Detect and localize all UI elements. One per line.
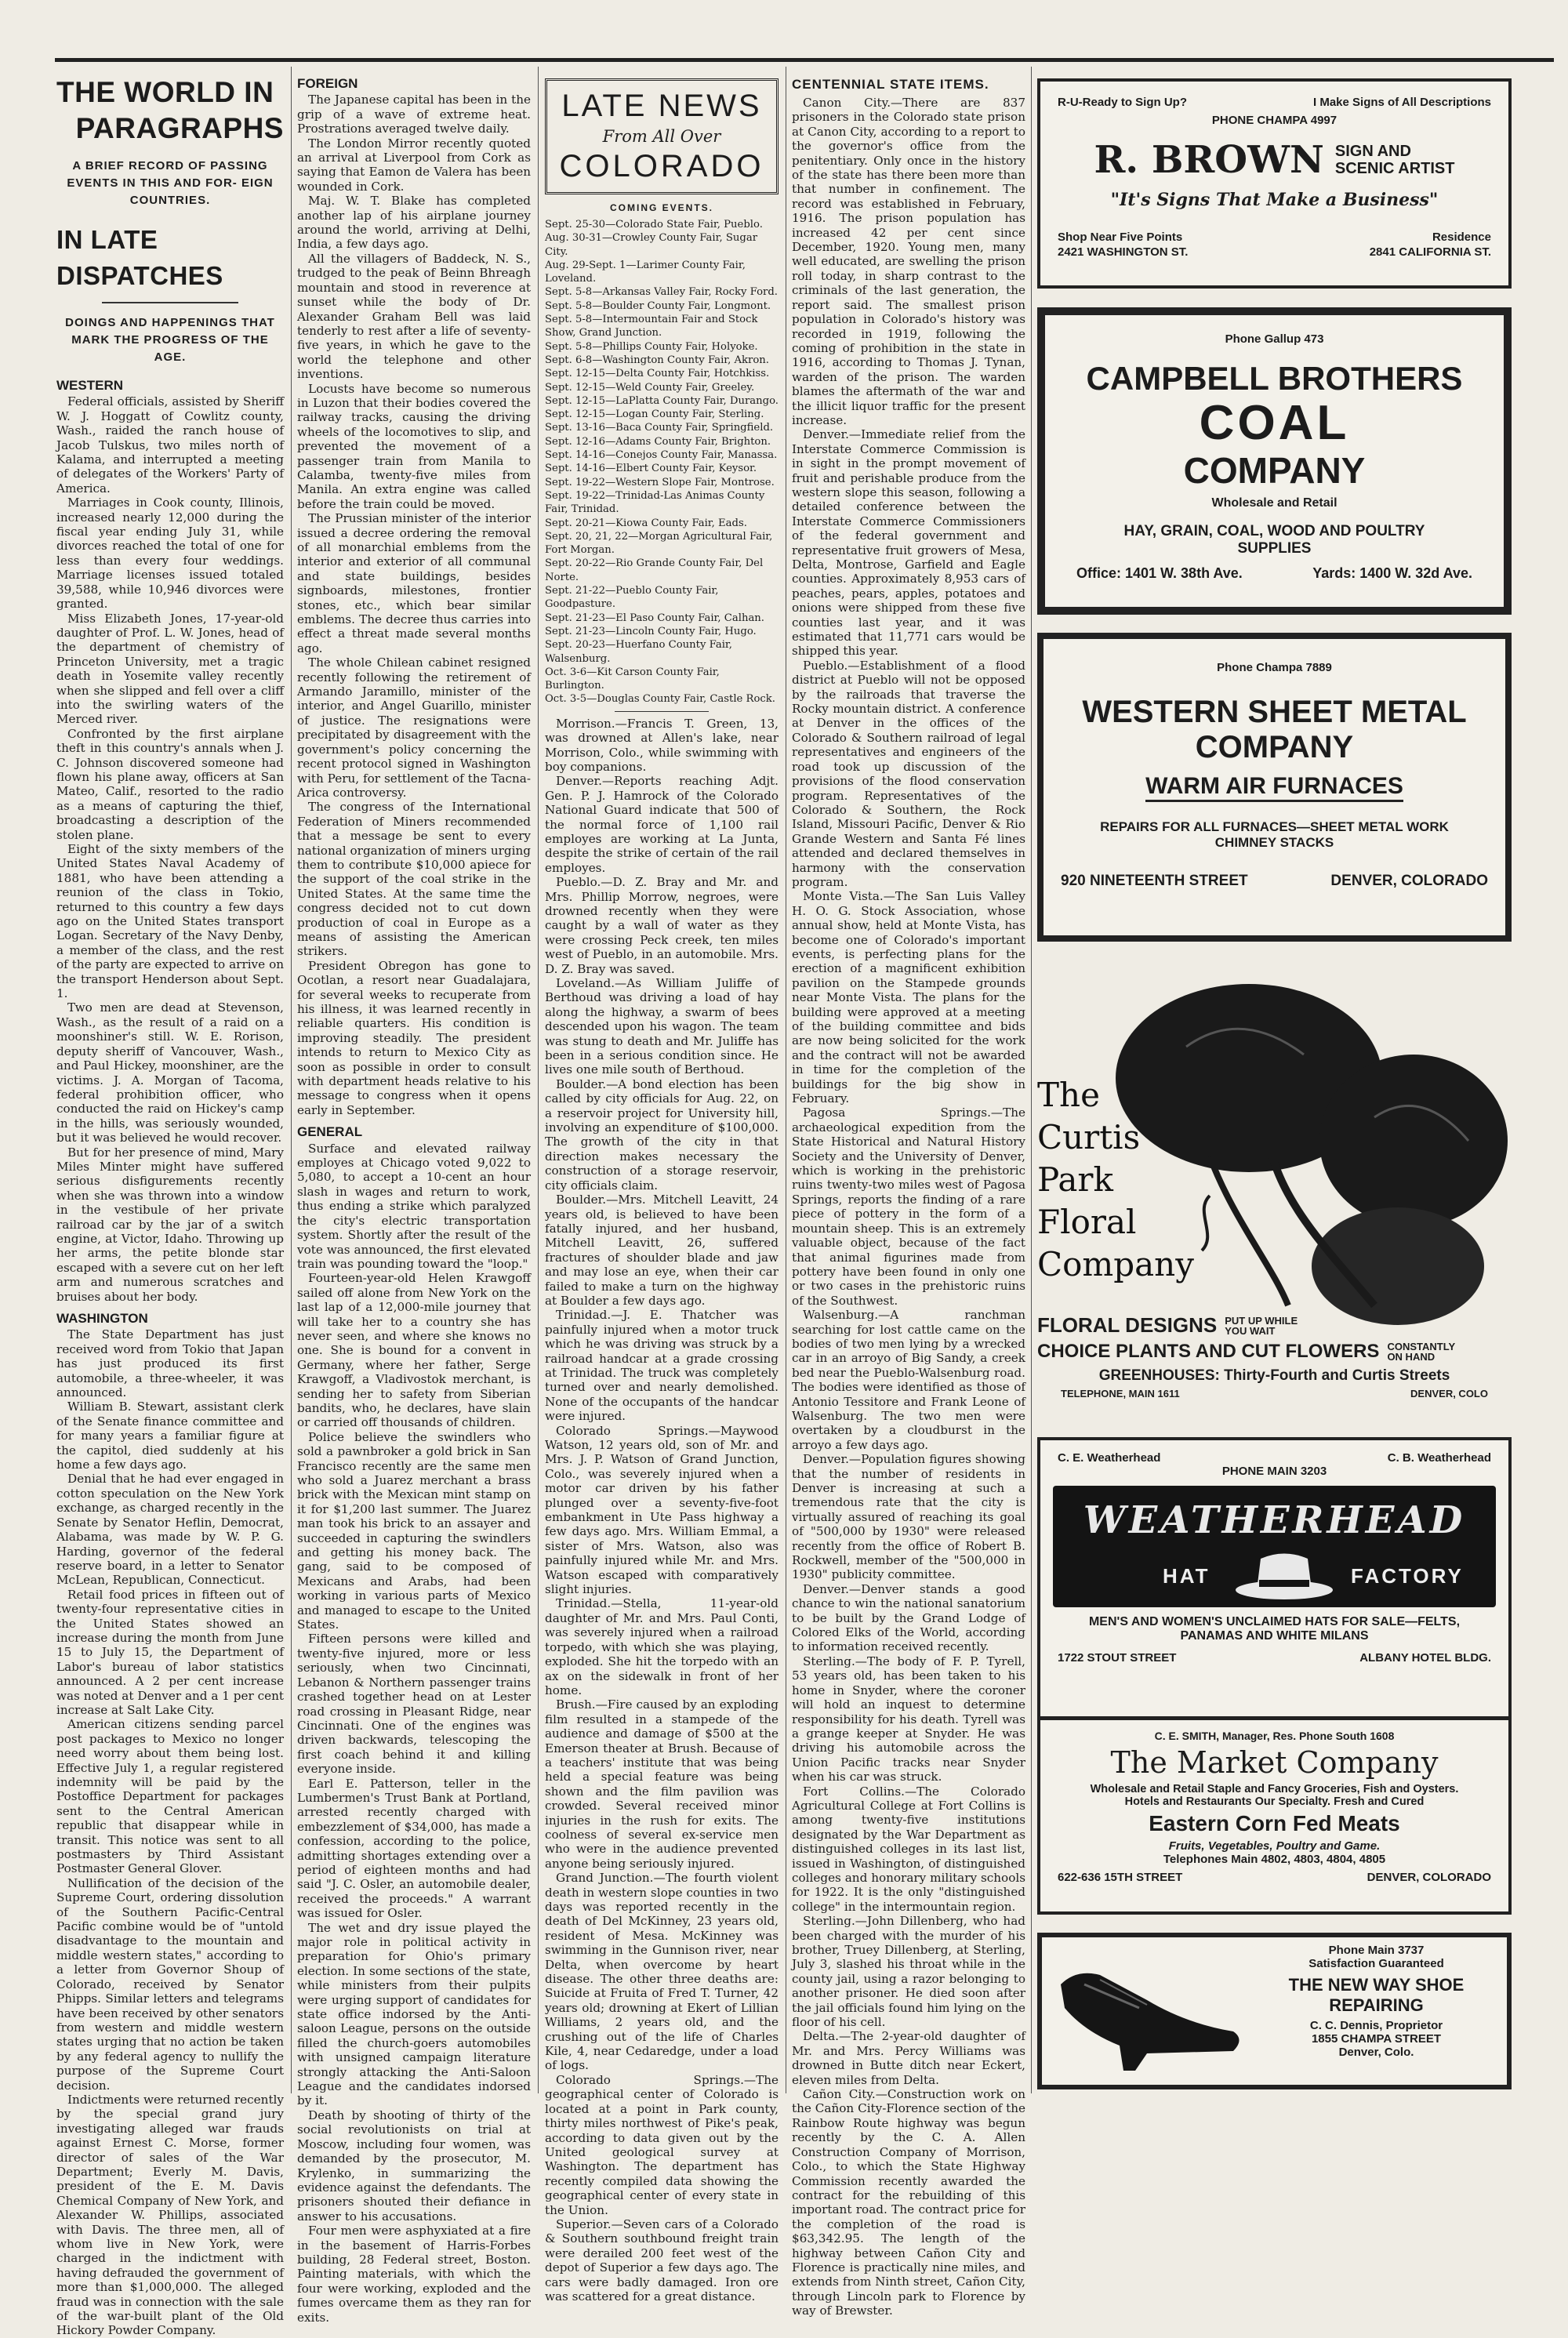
curtis-word-1: The <box>1037 1076 1100 1114</box>
curtis-constantly: CONSTANTLY <box>1387 1341 1456 1352</box>
news-item: Eight of the sixty members of the United States Naval Academy of 1881, who have been attending a reunion of the class in Tokio, returned to this country a few days ago on the United States transport Logan. Secretary of the Navy Denby, a member of the class, and the rest of the party are expected to arrive on the transport Henderson about Sept. 1. <box>56 842 284 1001</box>
ad-weatherhead-hat <box>1037 1437 1512 1719</box>
news-item: Denver.—Population figures showing that the number of residents in Denver is increasing at such a tremendous rate that the city is virtually assured of reaching its goal of "500,000 by 1930" were released recently from the office of Robert B. Rockwell, member of the "500,000 in 1930" publicity committee. <box>792 1452 1025 1582</box>
coming-event: Sept. 12-15—Weld County Fair, Greeley. <box>545 381 755 394</box>
news-item: Boulder.—Mrs. Mitchell Leavitt, 24 years old, is believed to have been fatally injured, and her husband, Mitchell Leavitt, 26, suffered fractures of shoulder blade and jaw and may lose an eye, when their car failed to make a turn on the highway at Boulder a few days ago. <box>545 1193 779 1308</box>
news-item: Pagosa Springs.—The archaeological expedition from the State Historical and Natural History Society and the University of Denver, which is working in the prehistoric ruins twenty-two miles west of Pagosa Springs, reports the finding of a rare piece of pottery in the form of a mountain sheep. This is an extremely valuable object, because of the fact that animal figurines made from pottery have been found in only one or two cases in the prehistoric ruins of the Southwest. <box>792 1105 1025 1308</box>
brown-trade-1: SIGN AND <box>1334 143 1411 160</box>
news-item: Federal officials, assisted by Sheriff W. J. Hoggatt of Cowlitz county, Wash., raided the ranch house of Jacob Tulskus, two miles north of Kalama, and interrupted a meeting of delegates of the Workers' Party of America. <box>56 394 284 496</box>
coming-event: Aug. 30-31—Crowley County Fair, Sugar City. <box>545 232 757 258</box>
weatherhead-building: ALBANY HOTEL BLDG. <box>1359 1651 1491 1665</box>
news-item: Four men were asphyxiated at a fire in the basement of Harris-Forbes building, 28 Federal street, Boston. Painting materials, with which the four were working, exploded and the fumes overcame them as they ran for exits. <box>297 2224 531 2325</box>
wsm-phone: Phone Champa 7889 <box>1217 661 1332 674</box>
news-item: But for her presence of mind, Mary Miles Minter might have suffered serious disfigurements recently when she was thrown into a window in the vestibule of her private railroad car by the jar of a switch engine, at Victor, Idaho. Throwing up her arms, the petite blonde star escaped with a severe cut on her left arm and numerous scratches and bruises about her body. <box>56 1145 284 1304</box>
colorado-news <box>545 717 779 2304</box>
late-news-title: LATE NEWS <box>561 89 762 123</box>
column-foreign-general <box>297 76 531 2325</box>
coming-event: Sept. 12-15—Logan County Fair, Sterling. <box>545 408 764 421</box>
brown-trade-2: SCENIC ARTIST <box>1334 160 1455 177</box>
coming-event: Sept. 20, 21, 22—Morgan Agricultural Fair, Fort Morgan. <box>545 530 773 557</box>
curtis-putup-2: YOU WAIT <box>1225 1324 1276 1337</box>
news-item: Denver.—Reports reaching Adjt. Gen. P. J. Hamrock of the Colorado National Guard indicate that 500 of the normal force of 1,100 rail employes are working at La Junta, despite the strike of certain of the rail employes. <box>545 774 779 875</box>
news-item: Police believe the swindlers who sold a pawnbroker a gold brick in San Francisco recently are the same men who sold a Juarez merchant a brass brick with the Mexican mint stamp on it for $1,200 last summer. The Juarez man took his brick to an assayer and succeeded in capturing the swindlers and getting his money back. The gang, said to be composed of Mexicans and Arabs, had been working in various parts of Mexico and managed to escape to the United States. <box>297 1429 531 1632</box>
campbell-line-3: COMPANY <box>1183 450 1366 491</box>
poppy-tendril <box>1202 1196 1210 1251</box>
news-item: Nullification of the decision of the Supreme Court, ordering dissolution of the Southern Pacific-Central Pacific combine would be of "untold disadvantage to the mountain and middle western states," according to a letter from Governor Shoup of Colorado, received by Senator Phipps. Similar letters and telegrams have been received by other senators from western and middle western states urging that no action be taken by any federal agency to nullify the purpose of the Supreme Court decision. <box>56 1875 284 2093</box>
news-item: Denver.—Immediate relief from the Interstate Commerce Commission is in sight in the prompt movement of fruit and perishable produce from the western slope this season, following a detailed conference between the Interstate Commerce Commissioners of the federal government and representative fruit growers of Mesa, Delta, Montrose, Garfield and Eagle counties. Approximately 8,953 cars of peaches, pears, apples, potatoes and onions were shipped from these five counties last year, and it was estimated that 11,771 cars would be shipped this year. <box>792 427 1025 659</box>
brown-res-address: 2841 CALIFORNIA ST. <box>1369 245 1491 259</box>
wsm-address: 920 NINETEENTH STREET <box>1061 873 1248 889</box>
headline-world: THE WORLD IN <box>56 76 274 108</box>
news-item: The London Mirror recently quoted an arrival at Liverpool from Cork as saying that Eamon de Valera has been wounded in Cork. <box>297 136 531 194</box>
news-item: William B. Stewart, assistant clerk of the Senate finance committee and for many years a familiar figure at the capitol, died suddenly at his home a few days ago. <box>56 1400 284 1472</box>
news-item: Colorado Springs.—The geographical center of Colorado is located at a point in Park county, thirty miles northwest of Pike's peak, according to data given out by the United geological survey at Washington. The department has recently compiled data showing the geographical center of every state in the Union. <box>545 2072 779 2217</box>
centennial-items <box>792 96 1025 2318</box>
news-item: Indictments were returned recently by the special grand jury investigating alleged war frauds against Ernest C. Morse, former director of sales of the War Department; Everly M. Davis, president of the E. M. Davis Chemical Company of New York, and Alexander W. Phillips, associated with Davis. The three men, all of whom live in New York, were charged in the indictment with having defrauded the government of more than $1,000,000. The alleged fraud was in connection with the sale of the war-built plant of the Old Hickory Powder Company. <box>56 2092 284 2338</box>
subhead-doings: DOINGS AND HAPPENINGS THAT MARK THE PROGRESS OF THE AGE. <box>65 316 275 364</box>
campbell-sub: Wholesale and Retail <box>1211 496 1338 510</box>
news-item: Denver.—Denver stands a good chance to win the national sanatorium to be built by the Grand Lodge of Colored Elks of the World, according to information received recently. <box>792 1581 1025 1654</box>
brown-slogan: "It's Signs That Make a Business" <box>1110 190 1439 210</box>
brown-ready: R-U-Ready to Sign Up? <box>1058 96 1187 109</box>
ad-new-way-shoe <box>1037 1933 1512 2089</box>
news-item: Grand Junction.—The fourth violent death in western slope counties in two days was reported recently in the death of Del McKinney, 23 years old, resident of Mesa. McKinney was swimming in the Gunnison river, near Delta, when overcome by heart disease. The other three deaths are: Suicide at Fruita of Fred T. Turner, 42 years old; drowning at Ekert of Lillian Williams, 2 years old, and the crushing out of the life of Charles Kile, 4, near Cedaredge, under a load of logs. <box>545 1871 779 2073</box>
coming-event: Sept. 5-8—Arkansas Valley Fair, Rocky Ford. <box>545 286 778 299</box>
curtis-telephone: TELEPHONE, MAIN 1611 <box>1061 1388 1180 1400</box>
divider <box>102 302 238 303</box>
news-item: The whole Chilean cabinet resigned recently following the retirement of Armando Jaramillo, minister of the interior, and Angel Guarillo, minister of justice. The resignations were precipitated by disagreement with the government's policy concerning the recent protocol signed in Washington with Peru, for settlement of the Tacna-Arica controversy. <box>297 655 531 800</box>
coming-event: Aug. 29-Sept. 1—Larimer County Fair, Loveland. <box>545 259 746 285</box>
column-world-in-paragraphs <box>56 74 284 2338</box>
column-centennial-items <box>792 77 1025 2318</box>
shoe-address: 1855 CHAMPA STREET <box>1311 2032 1442 2046</box>
headline-late-dispatches: IN LATE DISPATCHES <box>56 225 223 290</box>
shoe-phone: Phone Main 3737 <box>1328 1944 1425 1957</box>
weatherhead-hat-word: HAT <box>1163 1564 1210 1588</box>
curtis-word-3: Park <box>1037 1160 1113 1199</box>
curtis-word-5: Company <box>1037 1245 1194 1283</box>
western-section <box>56 379 284 2338</box>
news-item: Canon City.—There are 837 prisoners in the Colorado state prison at Canon City, according to a report to the governor's office from the penitentiary. Only once in the history of the state has there been more than that number in confinement. The record was established in February, 1916. The prison population has increased 42 per cent since December, 1920. Young men, many well educated, are swelling the prison roll today, in sharp contrast to the criminals of the last generation, the report said. The smallest prison population in Colorado's history was recorded in 1919, following the coming of prohibition in the state in 1916, according to Thomas J. Tynan, warden of the prison. The warden blames the aftermath of the war and the illicit liquor traffic for the present increase. <box>792 96 1025 427</box>
coming-event: Sept. 5-8—Phillips County Fair, Holyoke. <box>545 340 758 353</box>
market-line-4: Fruits, Vegetables, Poultry and Game. <box>1168 1839 1381 1853</box>
news-item: American citizens sending parcel post packages to Mexico no longer need worry about them being lost. Effective July 1, a regular registered indemnity will be paid by the Postoffice Department for packages sent to the Central American republic that disappear while in transit. This notice was sent to all postmasters by Third Assistant Postmaster General Glover. <box>56 1717 284 1876</box>
weatherhead-phone: PHONE MAIN 3203 <box>1221 1465 1327 1478</box>
news-item: Morrison.—Francis T. Green, 13, was drowned at Allen's lake, near Morrison, Colo., while swimming with boy companions. <box>545 716 779 774</box>
headline-paragraphs: PARAGRAPHS <box>75 112 284 144</box>
curtis-choice: CHOICE PLANTS AND CUT FLOWERS <box>1037 1341 1380 1362</box>
ad-campbell-brothers <box>1037 307 1512 615</box>
column-rule <box>538 67 539 2093</box>
late-news-colorado: COLORADO <box>559 149 764 183</box>
wsm-repairs-2: CHIMNEY STACKS <box>1214 835 1334 850</box>
foreign-general-text <box>297 77 531 2325</box>
news-item: Locusts have become so numerous in Luzon that their bodies covered the railway tracks, causing the driving wheels of the locomotives to slip, and prevented the movement of a passenger train from Manila to Calamba, twenty-five miles from Manila. An extra engine was called before the train could be moved. <box>297 381 531 511</box>
shoe-icon <box>1053 1953 1249 2078</box>
wsm-line-1: WESTERN SHEET METAL <box>1082 695 1467 729</box>
brown-res-label: Residence <box>1432 231 1491 244</box>
coming-event: Sept. 21-23—Lincoln County Fair, Hugo. <box>545 625 757 637</box>
market-line-2: Hotels and Restaurants Our Specialty. Fresh and Cured <box>1124 1795 1425 1808</box>
news-item: Delta.—The 2-year-old daughter of Mr. and Mrs. Percy Williams was drowned in Butte ditch near Eckert, eleven miles from Delta. <box>792 2029 1025 2087</box>
news-item: The Japanese capital has been in the grip of a wave of extreme heat. Prostrations averaged twelve daily. <box>297 93 531 136</box>
brown-shop-address: 2421 WASHINGTON ST. <box>1058 245 1189 259</box>
weatherhead-line-1: MEN'S AND WOMEN'S UNCLAIMED HATS FOR SALE—FELTS, <box>1088 1615 1461 1628</box>
curtis-greenhouses: GREENHOUSES: Thirty-Fourth and Curtis Streets <box>1098 1367 1450 1384</box>
news-item: All the villagers of Baddeck, N. S., trudged to the peak of Beinn Bhreagh mountain and stood in reverence at sunset while the body of Dr. Alexander Graham Bell was laid tenderly to rest after a life of seventy-five years, in which he gave to the world the telephone and other inventions. <box>297 251 531 382</box>
news-item: Trinidad.—J. E. Thatcher was painfully injured when a motor truck which he was driving was struck by a railroad handcar at a grade crossing at Trinidad. The truck was completely turned over and nearly demolished. None of the occupants of the handcar were injured. <box>545 1308 779 1424</box>
news-item: Sterling.—The body of F. P. Tyrell, 53 years old, has been taken to his home in Snyder, where the coroner will hold an inquest to determine responsibility for his death. Tyrell was a grange keeper at Snyder. He was driving his automobile across the Union Pacific tracks near Snyder when his car was struck. <box>792 1654 1025 1784</box>
shoe-line-1: THE NEW WAY SHOE <box>1288 1975 1465 1995</box>
campbell-line-2: COAL <box>1199 396 1350 450</box>
wsm-line-2: COMPANY <box>1195 730 1354 764</box>
brown-shop-label: Shop Near Five Points <box>1058 231 1183 244</box>
campbell-office: Office: 1401 W. 38th Ave. <box>1076 565 1243 581</box>
shoe-line-2: REPAIRING <box>1329 1995 1424 2015</box>
campbell-yards: Yards: 1400 W. 32d Ave. <box>1312 565 1472 581</box>
curtis-city: DENVER, COLO <box>1410 1388 1488 1400</box>
curtis-putup-1: PUT UP WHILE <box>1225 1314 1298 1327</box>
coming-event: Sept. 21-22—Pueblo County Fair, Goodpasture. <box>545 585 719 611</box>
weatherhead-address: 1722 STOUT STREET <box>1058 1651 1177 1665</box>
news-item: Pueblo.—D. Z. Bray and Mr. and Mrs. Phillip Morrow, negroes, were drowned recently when they were caught by a wall of water as they were crossing Peck creek, ten miles west of Pueblo, in an automobile. Mrs. D. Z. Bray was saved. <box>545 875 779 976</box>
brown-phone: PHONE CHAMPA 4997 <box>1211 114 1338 127</box>
ad-r-brown <box>1037 78 1512 289</box>
news-item: Cañon City.—Construction work on the Cañon City-Florence section of the Rainbow Route highway was begun recently by the C. A. Allen Construction Company of Morrison, Colo., to which the State Highway Commission recently awarded the contract for the rebuilding of this important road. The contract price for the completion of the road is $63,342.95. The length of the highway between Cañon City and Florence is practically nine miles, and extends from Ninth street, Cañon City, through Lincoln park to Florence by way of Brewster. <box>792 2087 1025 2318</box>
weatherhead-factory-word: FACTORY <box>1351 1564 1464 1588</box>
news-item: The congress of the International Federation of Miners recommended that a message be sent to every national organization of miners urging them to contribute $10,000 apiece for the support of the coal strike in the United States. At the same time the congress decided not to cut down production of coal in Europe as a means of assisting the American strikers. <box>297 800 531 959</box>
news-item: Maj. W. T. Blake has completed another lap of his airplane journey around the world, arriving at Delhi, India, a few days ago. <box>297 194 531 252</box>
campbell-goods-1: HAY, GRAIN, COAL, WOOD AND POULTRY <box>1123 523 1425 539</box>
hat-icon <box>1233 1547 1335 1602</box>
coming-event: Sept. 19-22—Trinidad-Las Animas County Fair, Trinidad. <box>545 489 765 516</box>
ad-curtis-park-floral <box>1037 960 1512 1419</box>
section-head-foreign: FOREIGN <box>297 76 358 91</box>
curtis-floral-designs: FLORAL DESIGNS <box>1037 1313 1218 1337</box>
news-item: Pueblo.—Establishment of a flood district at Pueblo will not be opposed by the railroads that traverse the Rocky mountain district. A conference at Denver in the offices of the Colorado & Southern railroad of legal representatives and engineers of the road took up discussion of the provisions of the flood conservation program. Representatives of the Colorado & Southern, the Rock Island, Missouri Pacific, Denver & Rio Grande Western and Santa Fé lines attended and declared themselves in harmony with the conservation program. <box>792 658 1025 889</box>
campbell-phone: Phone Gallup 473 <box>1225 332 1324 346</box>
news-item: Walsenburg.—A ranchman searching for lost cattle came on the bodies of two men lying by a wrecked car in an arroyo of Big Sandy, a creek bed near the Pueblo-Walsenburg road. The bodies were identified as those of Antonio Tessitore and Frank Leone of Walsenburg. The two men were overtaken by a cloudburst in the arroyo a few days ago. <box>792 1308 1025 1452</box>
centennial-head: CENTENNIAL STATE ITEMS. <box>792 77 989 92</box>
market-name: The Market Company <box>1110 1745 1439 1780</box>
coming-event: Sept. 12-16—Adams County Fair, Brighton. <box>545 435 771 448</box>
shoe-owner: C. C. Dennis, Proprietor <box>1309 2019 1443 2032</box>
coming-event: Sept. 6-8—Washington County Fair, Akron. <box>545 354 769 366</box>
weatherhead-brand: WEATHERHEAD <box>1083 1498 1466 1542</box>
section-head-washington: WASHINGTON <box>56 1311 148 1326</box>
shoe-satisfaction: Satisfaction Guaranteed <box>1308 1957 1444 1970</box>
coming-event: Sept. 12-15—Delta County Fair, Hotchkiss. <box>545 368 770 380</box>
curtis-word-4: Floral <box>1037 1203 1137 1241</box>
news-item: Trinidad.—Stella, 11-year-old daughter of Mr. and Mrs. Paul Conti, was severely injured when a railroad torpedo, with which she was playing, exploded. She hit the torpedo with an ax on the sidewalk in front of her home. <box>545 1596 779 1697</box>
curtis-word-2: Curtis <box>1037 1118 1141 1156</box>
coming-event: Sept. 25-30—Colorado State Fair, Pueblo. <box>545 219 763 231</box>
coming-event: Sept. 21-23—El Paso County Fair, Calhan. <box>545 612 764 624</box>
section-head-general: GENERAL <box>297 1124 363 1140</box>
coming-event: Sept. 20-21—Kiowa County Fair, Eads. <box>545 517 747 529</box>
market-line-3: Eastern Corn Fed Meats <box>1149 1811 1400 1835</box>
section-head-western: WESTERN <box>56 378 123 393</box>
market-address: 622-636 15TH STREET <box>1058 1871 1183 1884</box>
market-line-1: Wholesale and Retail Staple and Fancy Groceries, Fish and Oysters. <box>1090 1783 1459 1795</box>
ad-western-sheet-metal <box>1037 633 1512 942</box>
news-item: The wet and dry issue played the major role in political activity in preparation for Ohio's primary election. In some sections of the state, while ministers from their pulpits were urging support of candidates for state office indorsed by the Anti-saloon League, persons on the outside filled the church-goers automobiles with unsigned campaign literature strongly attacking the Anti-Saloon League and the candidates indorsed by it. <box>297 1920 531 2108</box>
news-item: The State Department has just received word from Tokio that Japan has just produced its first automobile, a three-wheeler, it was announced. <box>56 1327 284 1400</box>
coming-event: Oct. 3-6—Kit Carson County Fair, Burlington. <box>545 666 720 692</box>
news-item: Loveland.—As William Juliffe of Berthoud was driving a load of hay along the highway, a swarm of bees descended upon his wagon. The team was stung to death and Mr. Juliffe has been in a serious condition since. He lives one mile south of Berthoud. <box>545 976 779 1077</box>
news-item: Two men are dead at Stevenson, Wash., as the result of a raid on a moonshiner's still. W. E. Rorison, deputy sheriff of Vancouver, Wash., and Paul Hickey, moonshiner, are the victims. J. A. Morgan of Tacoma, federal prohibition officer, who conducted the raid on Hickey's camp in the hills, was seriously wounded, but it was believed he would recover. <box>56 1000 284 1145</box>
wsm-city: DENVER, COLORADO <box>1330 873 1488 889</box>
coming-event: Sept. 12-15—LaPlatta County Fair, Durango. <box>545 394 779 407</box>
news-item: Fort Collins.—The Colorado Agricultural College at Fort Collins is among twenty-five institutions designated by the War Department as distinguished colleges in its last list, issued in Washington, of distinguished colleges and honorary military schools for 1922. It is the only "distinguished college" in the intermountain region. <box>792 1784 1025 1914</box>
poppy-stem <box>1210 1156 1288 1305</box>
news-item: The Prussian minister of the interior issued a decree ordering the removal of all monarchial emblems from the interior and exterior of all communal and state buildings, besides signboards, milestones, frontier stones, etc., which bear similar emblems. The decree thus carries into effect a threat made several months ago. <box>297 511 531 655</box>
ad-market-company <box>1037 1717 1512 1915</box>
coming-event: Sept. 5-8—Boulder County Fair, Longmont. <box>545 300 771 312</box>
news-item: Miss Elizabeth Jones, 17-year-old daughter of Prof. L. W. Jones, head of the department of chemistry of Princeton University, met a tragic death in Yosemite valley recently when she slipped and fell over a cliff into the swirling waters of the Merced river. <box>56 611 284 727</box>
weatherhead-name-right: C. B. Weatherhead <box>1387 1451 1491 1465</box>
market-manager: C. E. SMITH, Manager, Res. Phone South 1608 <box>1154 1730 1395 1742</box>
column-late-news-colorado <box>545 78 779 2304</box>
news-item: Death by shooting of thirty of the social revolutionists on trial at Moscow, including four women, was demanded by the prosecutor, M. Krylenko, in summarizing the evidence against the defendants. The prisoners shouted their defiance in answer to his accusations. <box>297 2107 531 2224</box>
news-item: Retail food prices in fifteen out of twenty-four representative cities in the United States showed an increase during the month from June 15 to July 15, the Department of Labor's bureau of labor statistics announced. A 2 per cent increase was noted at Denver and a 1 per cent increase at Salt Lake City. <box>56 1587 284 1717</box>
shoe-city: Denver, Colo. <box>1338 2046 1414 2059</box>
coming-event: Oct. 3-5—Douglas County Fair, Castle Rock. <box>545 693 775 706</box>
news-item: Earl E. Patterson, teller in the Lumbermen's Trust Bank at Portland, arrested recently charged with embezzlement of $34,000, has made a confession, according to the police, admitting shortages extending over a period of eighteen months and had said "J. C. Osler, an automobile dealer, received the proceeds." A warrant was issued for Osler. <box>297 1776 531 1921</box>
late-news-masthead <box>545 78 779 194</box>
coming-events-list <box>545 218 779 706</box>
coming-event: Sept. 14-16—Elbert County Fair, Keysor. <box>545 463 757 475</box>
coming-event: Sept. 5-8—Intermountain Fair and Stock Show, Grand Junction. <box>545 314 758 339</box>
weatherhead-name-left: C. E. Weatherhead <box>1058 1451 1161 1465</box>
news-item: Superior.—Seven cars of a Colorado & Southern southbound freight train were derailed 200 feet west of the depot of Superior a few days ago. The cars were badly damaged. Iron ore was scattered for a great distance. <box>545 2216 779 2304</box>
news-item: President Obregon has gone to Ocotlan, a resort near Guadalajara, for several weeks to recuperate from his illness, it was learned recently in reliable quarters. His condition is improving steadily. The president intends to return to Mexico City as soon as possible in order to consult with department heads relative to his message to congress when it opens early in September. <box>297 958 531 1117</box>
news-item: Colorado Springs.—Maywood Watson, 12 years old, son of Mr. and Mrs. J. P. Watson of Grand Junction, Colo., was severely injured when a motor car driven by his father plunged over a seventy-five-foot embankment in Ute Pass highway a few days ago. Mrs. William Emmal, a sister of Mrs. Watson, also was painfully injured while Mr. and Mrs. Watson escaped with comparatively slight injuries. <box>545 1423 779 1597</box>
campbell-line-1: CAMPBELL BROTHERS <box>1086 360 1463 397</box>
market-line-5: Telephones Main 4802, 4803, 4804, 4805 <box>1163 1853 1386 1866</box>
news-item: Denial that he had ever engaged in cotton speculation on the New York exchange, as charged recently in the Senate by Senator Heflin, Democrat, Alabama, was made by W. P. G. Harding, governor of the federal reserve board, in a letter to Senator McLean, Republican, Connecticut. <box>56 1472 284 1588</box>
top-rule <box>55 58 1554 62</box>
news-item: Fourteen-year-old Helen Krawgoff sailed off alone from New York on the last lap of a 12,000-mile journey that will take her to a country she has never seen, and where she knows no one. She is bound for a convent in Germany, where her father, Serge Krawgoff, a Vladivostok merchant, is sending her to safety from Siberian bandits, who, he declares, have slain or carried off thousands of children. <box>297 1271 531 1430</box>
brown-name: R. BROWN <box>1094 138 1324 182</box>
coming-event: Sept. 19-22—Western Slope Fair, Montrose. <box>545 476 775 488</box>
wsm-line-3: WARM AIR FURNACES <box>1145 773 1403 802</box>
market-city: DENVER, COLORADO <box>1367 1871 1491 1884</box>
poppy-right <box>1319 1055 1508 1227</box>
coming-event: Sept. 20-22—Rio Grande County Fair, Del Norte. <box>545 557 764 583</box>
news-item: Confronted by the first airplane theft in this country's annals when J. C. Johnson discovered someone had flown his plane away, officers at San Mateo, Calif., resorted to the radio as a means of capturing the thief, broadcasting a description of the stolen plane. <box>56 726 284 842</box>
column-rule <box>291 67 292 2093</box>
news-item: Boulder.—A bond election has been called by city officials for Aug. 22, on a reservoir project for University hill, involving an expenditure of $100,000. The growth of the city in that direction makes necessary the construction of a storage reservoir, city officials claim. <box>545 1076 779 1193</box>
news-item: Fifteen persons were killed and twenty-five injured, more or less seriously, when two Cincinnati, Lebanon & Northern passenger trains crashed together head on at Lester road crossing in Pleasant Ridge, near Cincinnati. One of the engines was driven backwards, telescoping the first coach behind it and killing everyone inside. <box>297 1632 531 1777</box>
news-item: Surface and elevated railway employes at Chicago voted 9,022 to 5,080, to accept a 10-cent an hour slash in wages and return to work, thus ending a strike which paralyzed the city's electric transportation system. Shortly after the result of the vote was announced, the first elevated train was pounding toward the "loop." <box>297 1141 531 1271</box>
column-rule <box>1031 67 1032 2093</box>
coming-event: Sept. 20-23—Huerfano County Fair, Walsenburg. <box>545 639 732 665</box>
news-item: Brush.—Fire caused by an exploding film resulted in a stampede of the audience and damage of $500 at the Emerson theater at Brush. Because of a teachers' institute that was being held a special feature was being shown and the film pavilion was crowded. Several received minor injuries in the rush for exits. The coolness of several ex-service men who were in the audience prevented anyone being seriously injured. <box>545 1697 779 1871</box>
campbell-goods-2: SUPPLIES <box>1237 540 1312 557</box>
weatherhead-line-2: PANAMAS AND WHITE MILANS <box>1180 1629 1369 1643</box>
divider <box>615 711 708 712</box>
coming-event: Sept. 13-16—Baca County Fair, Springfield. <box>545 422 774 434</box>
coming-event: Sept. 14-16—Conejos County Fair, Manassa. <box>545 449 778 462</box>
brown-descriptions: I Make Signs of All Descriptions <box>1313 96 1491 109</box>
late-news-from: From All Over <box>602 127 721 146</box>
subhead-brief-record: A BRIEF RECORD OF PASSING EVENTS IN THIS AND FOR- EIGN COUNTRIES. <box>67 159 274 207</box>
curtis-on-hand: ON HAND <box>1387 1351 1436 1363</box>
wsm-repairs-1: REPAIRS FOR ALL FURNACES—SHEET METAL WORK <box>1100 819 1449 834</box>
news-item: Marriages in Cook county, Illinois, increased nearly 12,000 during the fiscal year ending July 31, while divorces reached the total of one for less than every four weddings. Marriage licenses issued totaled 39,588, while 10,946 divorces were granted. <box>56 496 284 612</box>
coming-events-title: COMING EVENTS. <box>609 202 713 213</box>
news-item: Monte Vista.—The San Luis Valley H. O. G. Stock Association, whose annual show, held at Monte Vista, has become one of Colorado's important events, is perfecting plans for the erection of a magnificent exhibition pavilion on the Stampede grounds near Monte Vista. The plans for the building were approved at a meeting of the building committee and bids are now being solicited for the work and the contract will not be awarded in time for the completion of the buildings for the big show in February. <box>792 889 1025 1106</box>
news-item: Sterling.—John Dillenberg, who had been charged with the murder of his brother, Truey Dillenberg, at Sterling, July 3, slashed his throat while in the county jail, using a razor belonging to another prisoner. He died soon after the jail officials found him lying on the floor of his cell. <box>792 1914 1025 2030</box>
weatherhead-banner <box>1053 1486 1496 1607</box>
